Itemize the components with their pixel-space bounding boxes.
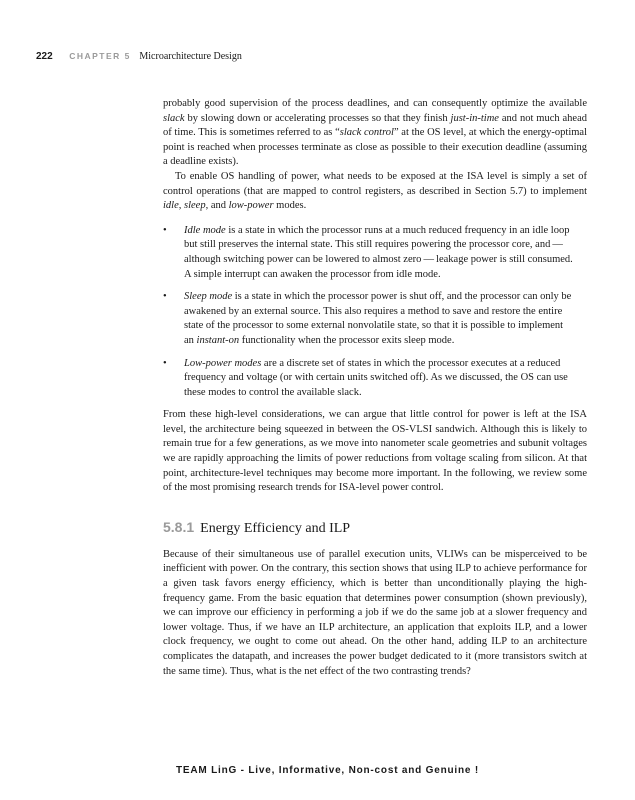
- list-item-sleep-mode: • Sleep mode is a state in which the processor power is shut off, and the processor can only be awakened by an external source. This also requires a method to save and restore the entire state of the processor to some external nonvolatile state, so that it is possible to implement an instant-on functionality when the processor exits sleep mode.: [163, 291, 572, 346]
- term-idle-mode: Idle mode: [184, 224, 226, 236]
- chapter-title: Microarchitecture Design: [139, 51, 242, 62]
- bullet-marker: •: [163, 357, 167, 369]
- paragraph-energy-efficiency: Because of their simultaneous use of parallel execution units, VLIWs can be misperceived to be inefficient with power. On the contrary, this section shows that using ILP to achieve performance for a given task favors energy efficiency, which is better than unconditionally playing the high-frequency game. From the basic equation that determines power consumption (shown previously), we can improve our efficiency in performing a job if we do the same job at a slower frequency and lower voltage. Thus, if we have an ILP architecture, an application that exploits ILP, and a lower clock frequency, we ought to come out ahead. On the other hand, adding ILP to an architecture complicates the datapath, and increases the power budget dedicated to it (more transistors switch at the same time). Thus, what is the net effect of the two contrasting trends?: [163, 548, 587, 677]
- section-number: 5.8.1: [163, 518, 195, 535]
- page-number: 222: [36, 51, 53, 62]
- term-slack: slack: [163, 112, 185, 124]
- running-header: [36, 51, 242, 62]
- power-modes-list: [163, 224, 587, 401]
- paragraph-os-handling: To enable OS handling of power, what needs to be exposed at the ISA level is simply a set of control operations (that are mapped to control registers, as described in Section 5.7) to implement idle, sleep, and low-power modes.: [163, 170, 587, 212]
- footer-watermark: TEAM LinG - Live, Informative, Non-cost and Genuine !: [176, 765, 479, 776]
- list-item-idle-mode: • Idle mode is a state in which the processor runs at a much reduced frequency in an idle loop but still preserves the internal state. This still requires powering the processor core, and — although switching power can be lowered to almost zero — leakage power is still consumed. A simple interrupt can awaken the processor from idle mode.: [163, 224, 573, 280]
- page-body: [163, 97, 587, 679]
- list-item-low-power-modes: • Low-power modes are a discrete set of states in which the processor executes at a reduced frequency and voltage (or with certain units switched off). As we discussed, the OS can use these modes to control the available slack.: [163, 357, 568, 398]
- paragraph-isa-level-control: From these high-level considerations, we can argue that little control for power is left at the ISA level, the architecture being squeezed in between the OS-VLSI sandwich. Although this is likely to remain true for a few generations, as we move into nanometer scale geometries and subunit voltages we are rapidly approaching the limits of power reductions from voltage scaling from silicon. At that point, architecture-level techniques may become more important. In the following, we review some of the most promising research trends for ISA-level power control.: [163, 409, 587, 494]
- bullet-marker: •: [163, 291, 167, 303]
- section-title: Energy Efficiency and ILP: [200, 520, 351, 536]
- bullet-marker: •: [163, 224, 167, 236]
- paragraph-slack-control: probably good supervision of the process deadlines, and can consequently optimize the available slack by slowing down or accelerating processes so that they finish just-in-time and not much ahead of time. This is sometimes referred to as “slack control” at the OS level, at which the energy-optimal point is reached when processes terminate as close as possible to their execution deadline (assuming a deadline exists).: [163, 98, 588, 168]
- term-slack-control: slack control: [339, 127, 394, 139]
- term-instant-on: instant-on: [196, 334, 240, 346]
- term-just-in-time: just-in-time: [450, 112, 499, 124]
- term-low-power-modes: Low-power modes: [184, 357, 262, 369]
- term-sleep-mode: Sleep mode: [184, 291, 233, 303]
- chapter-label: CHAPTER 5: [69, 51, 131, 61]
- section-heading: [163, 518, 587, 538]
